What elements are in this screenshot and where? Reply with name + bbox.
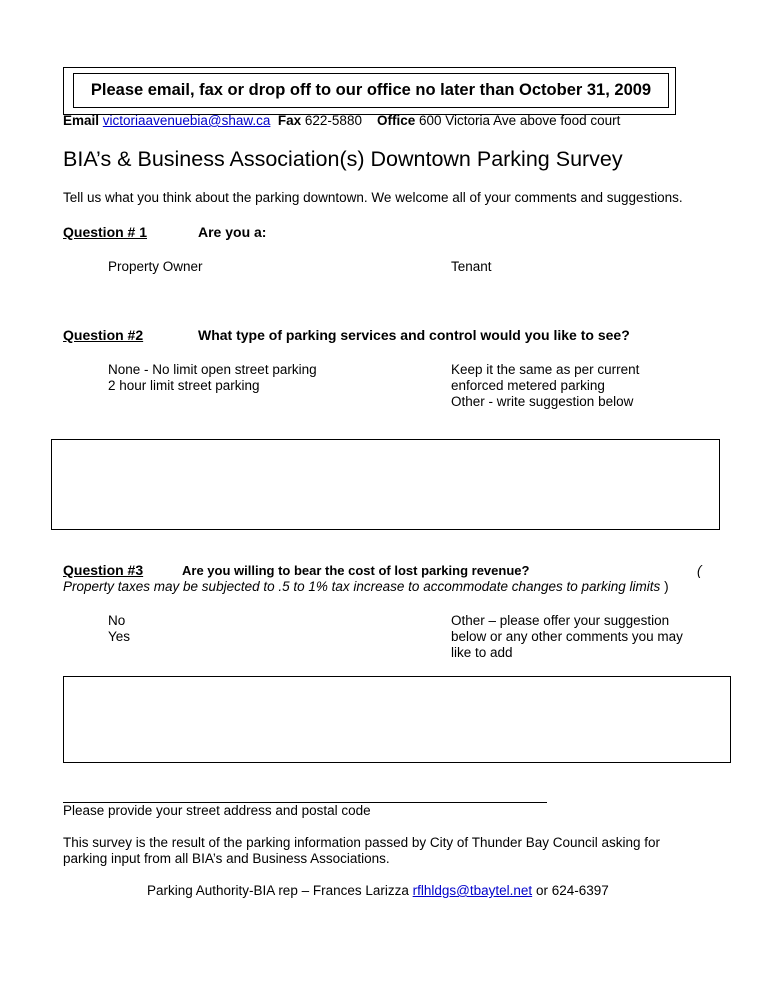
q2-option-keep-same-line2: enforced metered parking: [451, 378, 605, 393]
address-prompt: Please provide your street address and postal code: [63, 803, 371, 818]
q3-option-no: No: [108, 613, 126, 628]
deadline-notice: Please email, fax or drop off to our office no later than October 31, 2009: [73, 73, 669, 108]
rep-line: [147, 883, 609, 899]
q3-note: Property taxes may be subjected to .5 to 1% tax increase to accommodate changes to parking limits: [63, 579, 661, 594]
q2-suggestion-box[interactable]: [51, 439, 720, 530]
q3-option-other-line2: below or any other comments you may: [451, 629, 683, 644]
q2-option-keep-same-line1: Keep it the same as per current: [451, 362, 640, 377]
question-2-label: Question #2: [63, 327, 144, 343]
survey-title: BIA’s & Business Association(s) Downtown Parking Survey: [63, 147, 623, 171]
rep-name: Parking Authority-BIA rep – Frances Larizza: [147, 883, 409, 898]
fax-label: Fax: [277, 113, 302, 128]
q2-option-2-hour: 2 hour limit street parking: [108, 378, 260, 393]
rep-email-link[interactable]: rflhldgs@tbaytel.net: [412, 883, 533, 898]
q3-option-yes: Yes: [108, 629, 131, 644]
q3-paren-open: (: [697, 563, 702, 578]
office-label: Office: [376, 113, 416, 128]
question-1-label: Question # 1: [63, 224, 148, 240]
intro-text: Tell us what you think about the parking downtown. We welcome all of your comments and suggestions.: [63, 190, 683, 205]
question-2-text: What type of parking services and control would you like to see?: [198, 327, 630, 343]
footer-line-1: This survey is the result of the parking information passed by City of Thunder Bay Council asking for: [63, 835, 661, 850]
office-address: 600 Victoria Ave above food court: [419, 113, 621, 128]
question-1-text: Are you a:: [198, 224, 267, 240]
q2-option-no-limit: None - No limit open street parking: [108, 362, 317, 377]
fax-number: 622-5880: [304, 113, 362, 128]
q3-comment-box[interactable]: [63, 676, 731, 763]
footer-line-2: parking input from all BIA’s and Business Associations.: [63, 851, 390, 866]
contact-line: [63, 113, 620, 128]
q1-option-property-owner: Property Owner: [108, 259, 203, 274]
q3-paren-close: ): [664, 579, 669, 594]
email-link[interactable]: victoriaavenuebia@shaw.ca: [102, 113, 271, 128]
q3-option-other-line1: Other – please offer your suggestion: [451, 613, 670, 628]
q2-option-other: Other - write suggestion below: [451, 394, 634, 409]
q3-option-other-line3: like to add: [451, 645, 513, 660]
rep-phone: or 624-6397: [535, 883, 609, 898]
question-3-text: Are you willing to bear the cost of lost parking revenue?: [182, 563, 530, 578]
q1-option-tenant: Tenant: [451, 259, 492, 274]
email-label: Email: [63, 113, 100, 128]
q3-note-line: [63, 579, 669, 594]
question-3-label: Question #3: [63, 562, 144, 578]
